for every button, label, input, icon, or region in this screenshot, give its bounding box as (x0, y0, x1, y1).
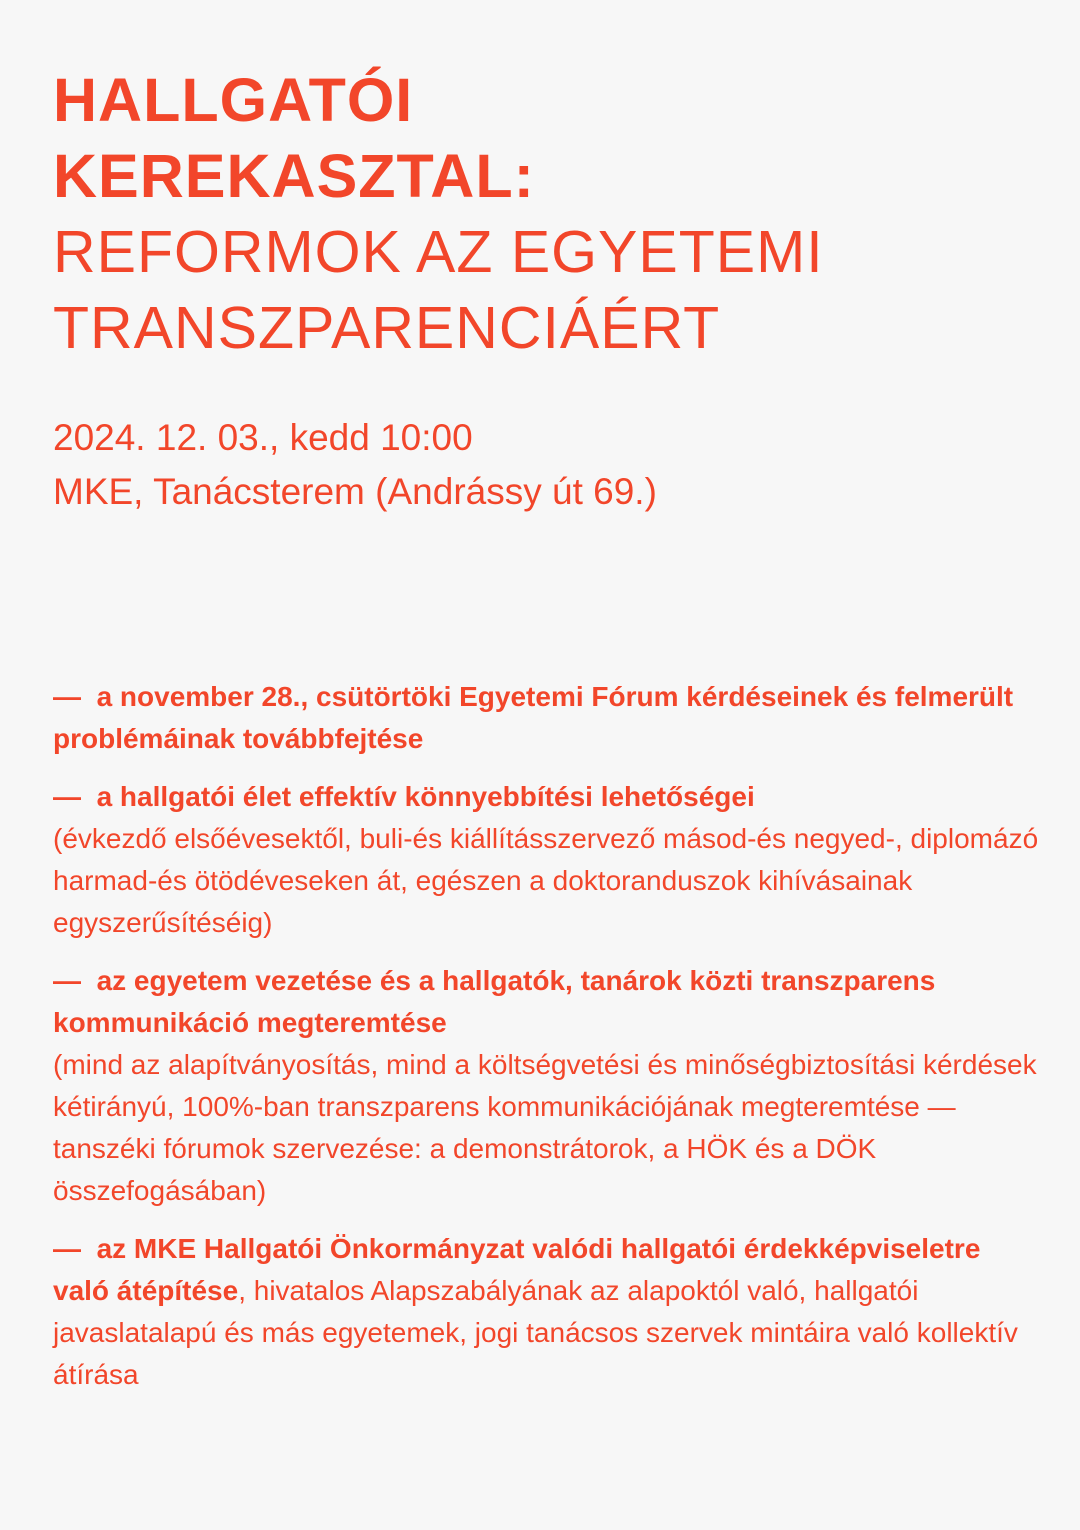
event-location: MKE, Tanácsterem (Andrássy út 69.) (53, 471, 657, 512)
agenda-item-4 (53, 1228, 1043, 1396)
agenda-item-2 (53, 776, 1043, 944)
agenda-item-1 (53, 676, 1043, 760)
event-info (53, 411, 1033, 519)
poster-title (53, 62, 1033, 366)
agenda-item-detail: (mind az alapítványosítás, mind a költségvetési és minőségbiztosítási kérdések kétirányú, 100%-ban transzparens kommunikációjának megteremtése — tanszéki fórumok szervezése: a demonstrátorok, a HÖK és a DÖK összefogásában) (53, 1049, 1037, 1206)
agenda-item-detail: (évkezdő elsőévesektől, buli-és kiállításszervező másod-és negyed-, diplomázó harmad-és ötödéveseken át, egészen a doktoranduszok kihívásainak egyszerűsítéséig) (53, 823, 1039, 938)
title-line-1: HALLGATÓI (53, 66, 414, 134)
agenda-item-detail: , hivatalos Alapszabályának az alapoktól való, hallgatói javaslatalapú és más egyetemek, jogi tanácsos szervek mintáira való kollektív átírása (53, 1275, 1018, 1390)
agenda-dash: — (53, 781, 81, 812)
subtitle-line-1: REFORMOK AZ EGYETEMI (53, 219, 824, 285)
subtitle-line-2: TRANSZPARENCIÁÉRT (53, 295, 721, 361)
agenda-item-headline: a hallgatói élet effektív könnyebbítési lehetőségei (96, 781, 755, 812)
agenda-dash: — (53, 681, 81, 712)
agenda-dash: — (53, 965, 81, 996)
title-line-2: KEREKASZTAL: (53, 142, 535, 210)
event-datetime: 2024. 12. 03., kedd 10:00 (53, 417, 473, 458)
agenda-item-headline: az MKE Hallgatói Önkormányzat valódi hallgatói érdekképviseletre való átépítése (53, 1233, 981, 1306)
agenda-item-headline: a november 28., csütörtöki Egyetemi Fórum kérdéseinek és felmerült problémáinak továbbfejtése (53, 681, 1014, 754)
agenda-item-3 (53, 960, 1043, 1212)
agenda-list (53, 676, 1043, 1412)
agenda-item-headline: az egyetem vezetése és a hallgatók, tanárok közti transzparens kommunikáció megteremtése (53, 965, 936, 1038)
agenda-dash: — (53, 1233, 81, 1264)
